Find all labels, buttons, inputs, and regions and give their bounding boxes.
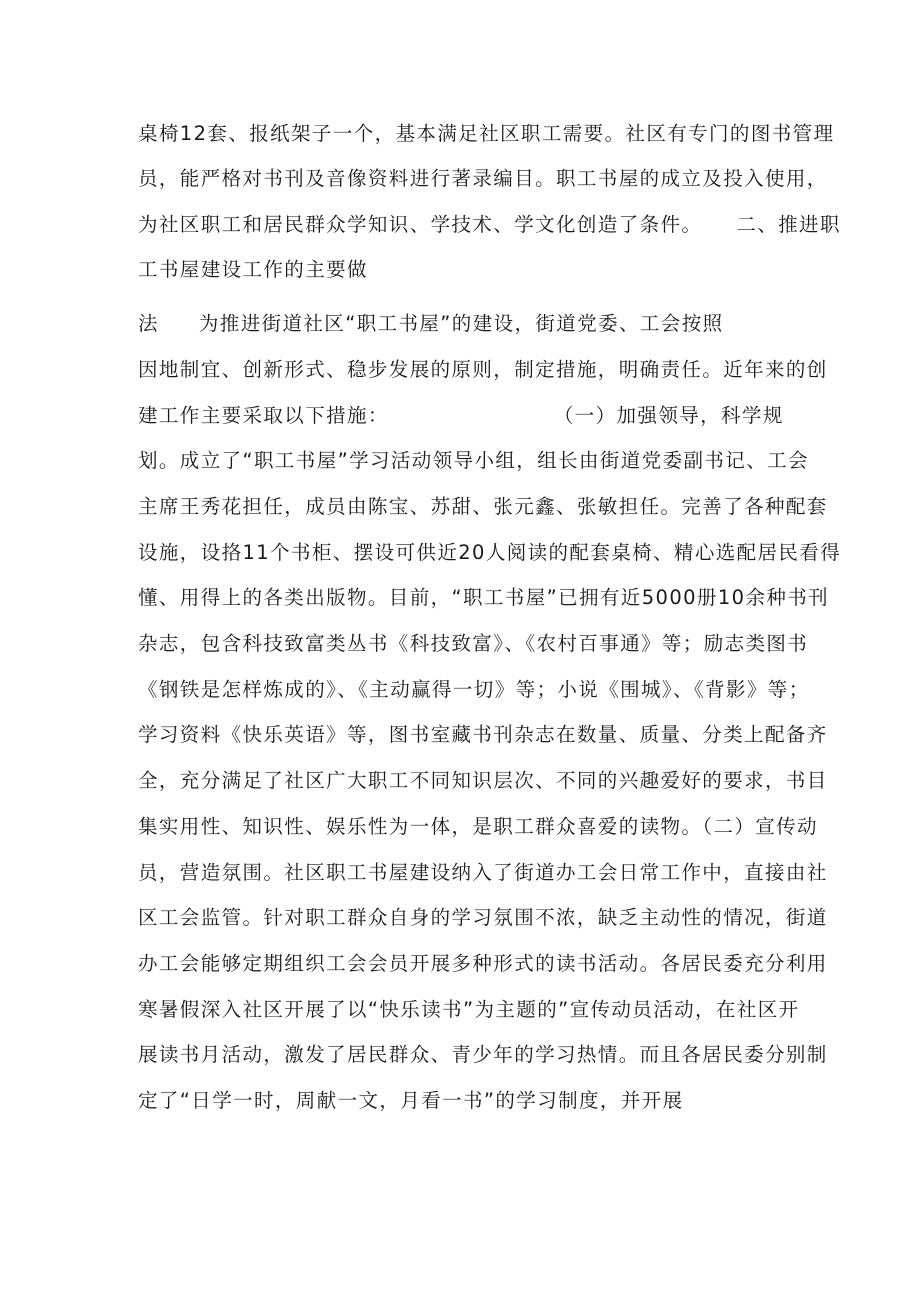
text-line-19: 办工会能够定期组织工会会员开展多种形式的读书活动。各居民委充分利用 <box>138 952 828 975</box>
text-line-16: 集实用性、知识性、娱乐性为一体，是职工群众喜爱的读物。（二）宣传动 <box>138 815 818 838</box>
text-line-7-tail: （一）加强领导，科学规 <box>553 404 784 427</box>
text-line-8: 划。成立了“职工书屋”学习活动领导小组，组长由街道党委副书记、工会 <box>138 449 809 472</box>
text-line-17: 员，营造氛围。社区职工书屋建设纳入了街道办工会日常工作中，直接由社 <box>138 861 828 884</box>
text-line-2: 员，能严格对书刊及音像资料进行著录编目。职工书屋的成立及投入使用， <box>138 167 828 190</box>
text-line-10: 设施，设挌11个书柜、摆设可供近20人阅读的配套桌椅、精心选配居民看得 <box>138 541 842 564</box>
text-line-3-main: 为社区职工和居民群众学知识、学技术、学文化创造了条件。 <box>138 213 703 236</box>
text-line-3-tail: 二、推进职 <box>736 213 841 236</box>
text-line-9: 主席王秀花担任，成员由陈宝、苏甜、张元鑫、张敏担任。完善了各种配套 <box>138 495 828 518</box>
text-line-6: 因地制宜、创新形式、稳步发展的原则，制定措施，明确责任。近年来的创 <box>138 358 828 381</box>
text-line-20: 寒暑假深入社区开展了以“快乐读书”为主题的”宣传动员活动，在社区开 <box>138 998 800 1021</box>
text-line-18: 区工会监管。针对职工群众自身的学习氛围不浓，缺乏主动性的情况，街道 <box>138 906 828 929</box>
text-line-12: 杂志，包含科技致富类丛书《科技致富》、《农村百事通》等；励志类图书 <box>138 632 809 655</box>
text-line-22: 定了“日学一时，周献一文，月看一书”的学习制度，并开展 <box>138 1089 684 1112</box>
text-line-5-main: 法 <box>138 312 159 335</box>
text-line-5 <box>138 311 724 337</box>
text-line-1: 桌椅12套、报纸架子一个，基本满足社区职工需要。社区有专门的图书管理 <box>138 122 835 145</box>
text-line-4: 工书屋建设工作的主要做 <box>138 258 368 281</box>
text-line-13: 《钢铁是怎样炼成的》、《主动赢得一切》等；小说《围城》、《背影》等； <box>138 678 810 701</box>
text-line-7 <box>138 403 784 429</box>
text-line-3 <box>138 212 841 238</box>
text-line-5-tail: 为推进街道社区“职工书屋”的建设，街道党委、工会按照 <box>198 312 724 335</box>
text-line-21: 展读书月活动，激发了居民群众、青少年的学习热情。而且各居民委分别制 <box>138 1043 828 1066</box>
text-line-11: 懂、用得上的各类出版物。目前，“职工书屋”已拥有近5000册10余种书刊 <box>138 586 830 609</box>
text-line-14: 学习资料《快乐英语》等，图书室藏书刊杂志在数量、质量、分类上配备齐 <box>138 723 828 746</box>
text-line-7-main: 建工作主要采取以下措施： <box>138 404 389 427</box>
text-line-15: 全，充分满足了社区广大职工不同知识层次、不同的兴趣爱好的要求，书目 <box>138 769 828 792</box>
